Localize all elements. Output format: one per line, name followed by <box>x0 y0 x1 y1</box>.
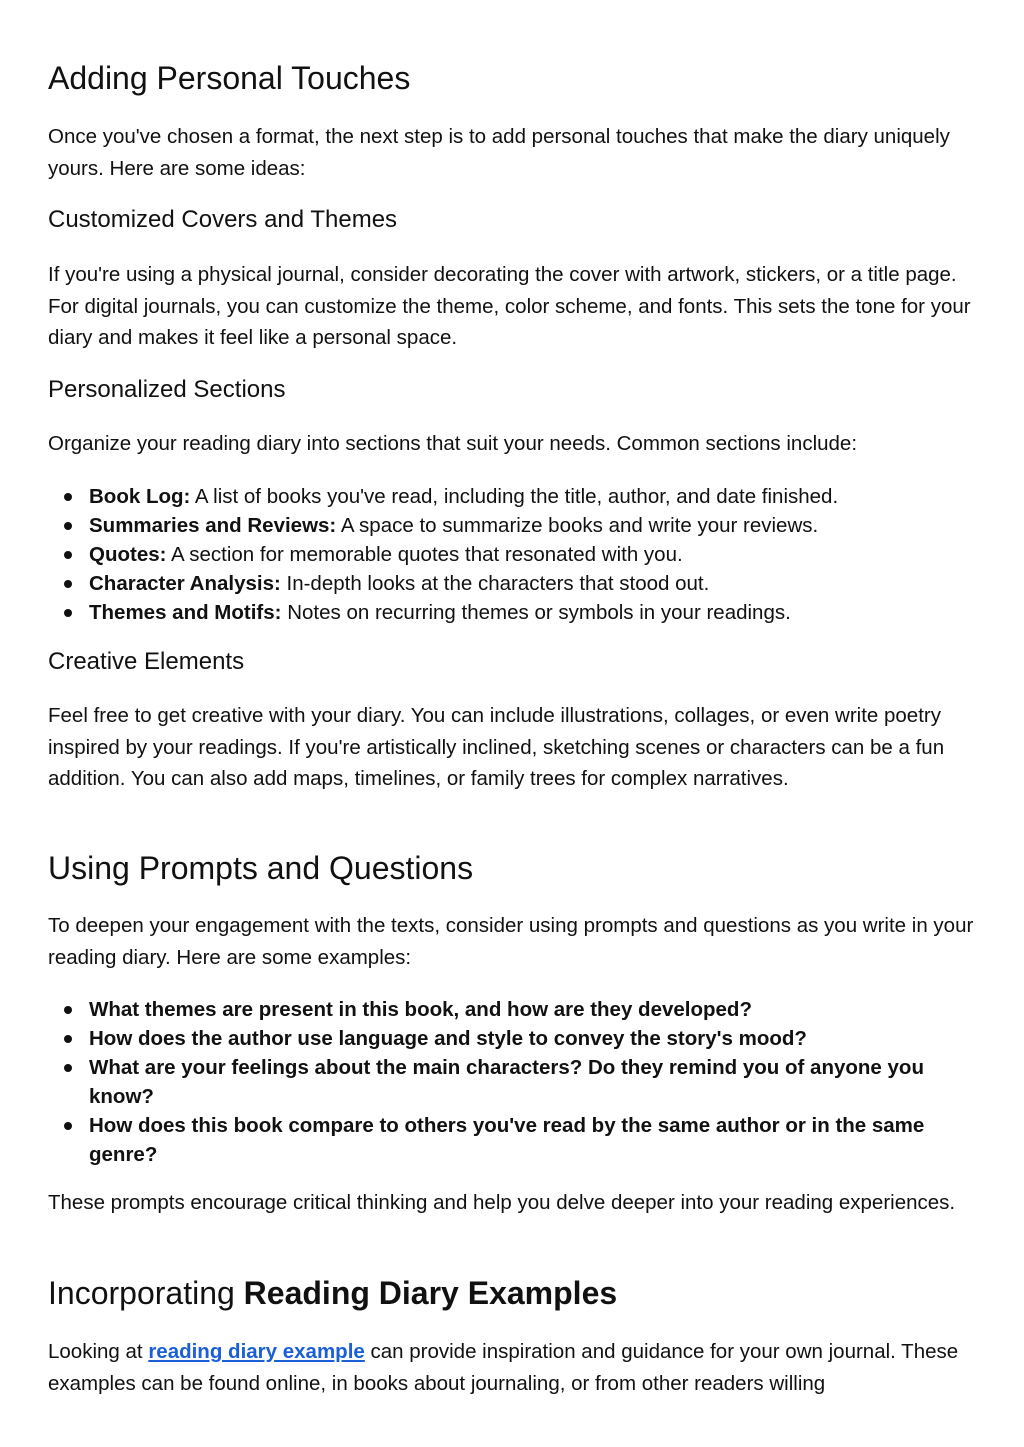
intro-paragraph-personal-touches: Once you've chosen a format, the next step is to add personal touches that make the diary uniquely yours. Here are some ideas: <box>48 125 950 180</box>
paragraph-examples <box>48 1336 976 1399</box>
list-item-term: Book Log: <box>89 485 191 508</box>
paragraph-prompts-intro: To deepen your engagement with the texts, consider using prompts and questions as you write in your reading diary. Here are some examples: <box>48 914 974 969</box>
paragraph-text-after-link: can provide inspiration and guidance for your own journal. These examples can be found online, in books about journaling, or from other readers willing <box>48 1340 959 1395</box>
list-prompt-questions <box>48 995 976 1169</box>
heading-adding-personal-touches: Adding Personal Touches <box>48 60 411 96</box>
paragraph-creative-elements: Feel free to get creative with your diary. You can include illustrations, collages, or even write poetry inspired by your readings. If you're artistically inclined, sketching scenes or characters can be a fun addition. You can also add maps, timelines, or family trees for complex narratives. <box>48 704 945 790</box>
paragraph-text-before-link: Looking at <box>48 1340 149 1363</box>
list-item <box>48 598 976 627</box>
list-item <box>48 511 976 540</box>
list-item-desc: A list of books you've read, including the title, author, and date finished. <box>190 485 839 508</box>
list-item-term: Summaries and Reviews: <box>89 514 337 537</box>
heading-plain-part: Incorporating <box>48 1275 244 1311</box>
list-item <box>48 540 976 569</box>
list-item-desc: A space to summarize books and write your reviews. <box>336 514 819 537</box>
list-item: How does this book compare to others you've read by the same author or in the same genre? <box>48 1111 976 1169</box>
list-item-desc: In-depth looks at the characters that stood out. <box>280 572 710 595</box>
heading-customized-covers: Customized Covers and Themes <box>48 206 398 233</box>
heading-incorporating-examples <box>48 1273 617 1313</box>
paragraph-prompts-outro: These prompts encourage critical thinking and help you delve deeper into your reading experiences. <box>48 1191 956 1214</box>
heading-using-prompts: Using Prompts and Questions <box>48 850 474 886</box>
list-item: How does the author use language and style to convey the story's mood? <box>48 1024 976 1053</box>
list-item-desc: A section for memorable quotes that resonated with you. <box>166 543 683 566</box>
reading-diary-example-link[interactable]: reading diary example <box>148 1340 365 1363</box>
list-item-term: Character Analysis: <box>89 572 281 595</box>
heading-creative-elements: Creative Elements <box>48 648 245 675</box>
paragraph-personalized-sections: Organize your reading diary into sections that suit your needs. Common sections include: <box>48 432 858 455</box>
list-item-term: Quotes: <box>89 543 167 566</box>
heading-bold-part: Reading Diary Examples <box>243 1275 618 1311</box>
list-item-term: Themes and Motifs: <box>89 601 282 624</box>
list-item <box>48 482 976 511</box>
list-item: What are your feelings about the main characters? Do they remind you of anyone you know? <box>48 1053 976 1111</box>
list-common-sections <box>48 482 976 627</box>
heading-personalized-sections: Personalized Sections <box>48 376 286 403</box>
list-item-desc: Notes on recurring themes or symbols in your readings. <box>281 601 791 624</box>
list-item: What themes are present in this book, and how are they developed? <box>48 995 976 1024</box>
list-item <box>48 569 976 598</box>
paragraph-customized-covers: If you're using a physical journal, consider decorating the cover with artwork, stickers, or a title page. For digital journals, you can customize the theme, color scheme, and fonts. This sets the tone for your diary and makes it feel like a personal space. <box>48 263 971 349</box>
